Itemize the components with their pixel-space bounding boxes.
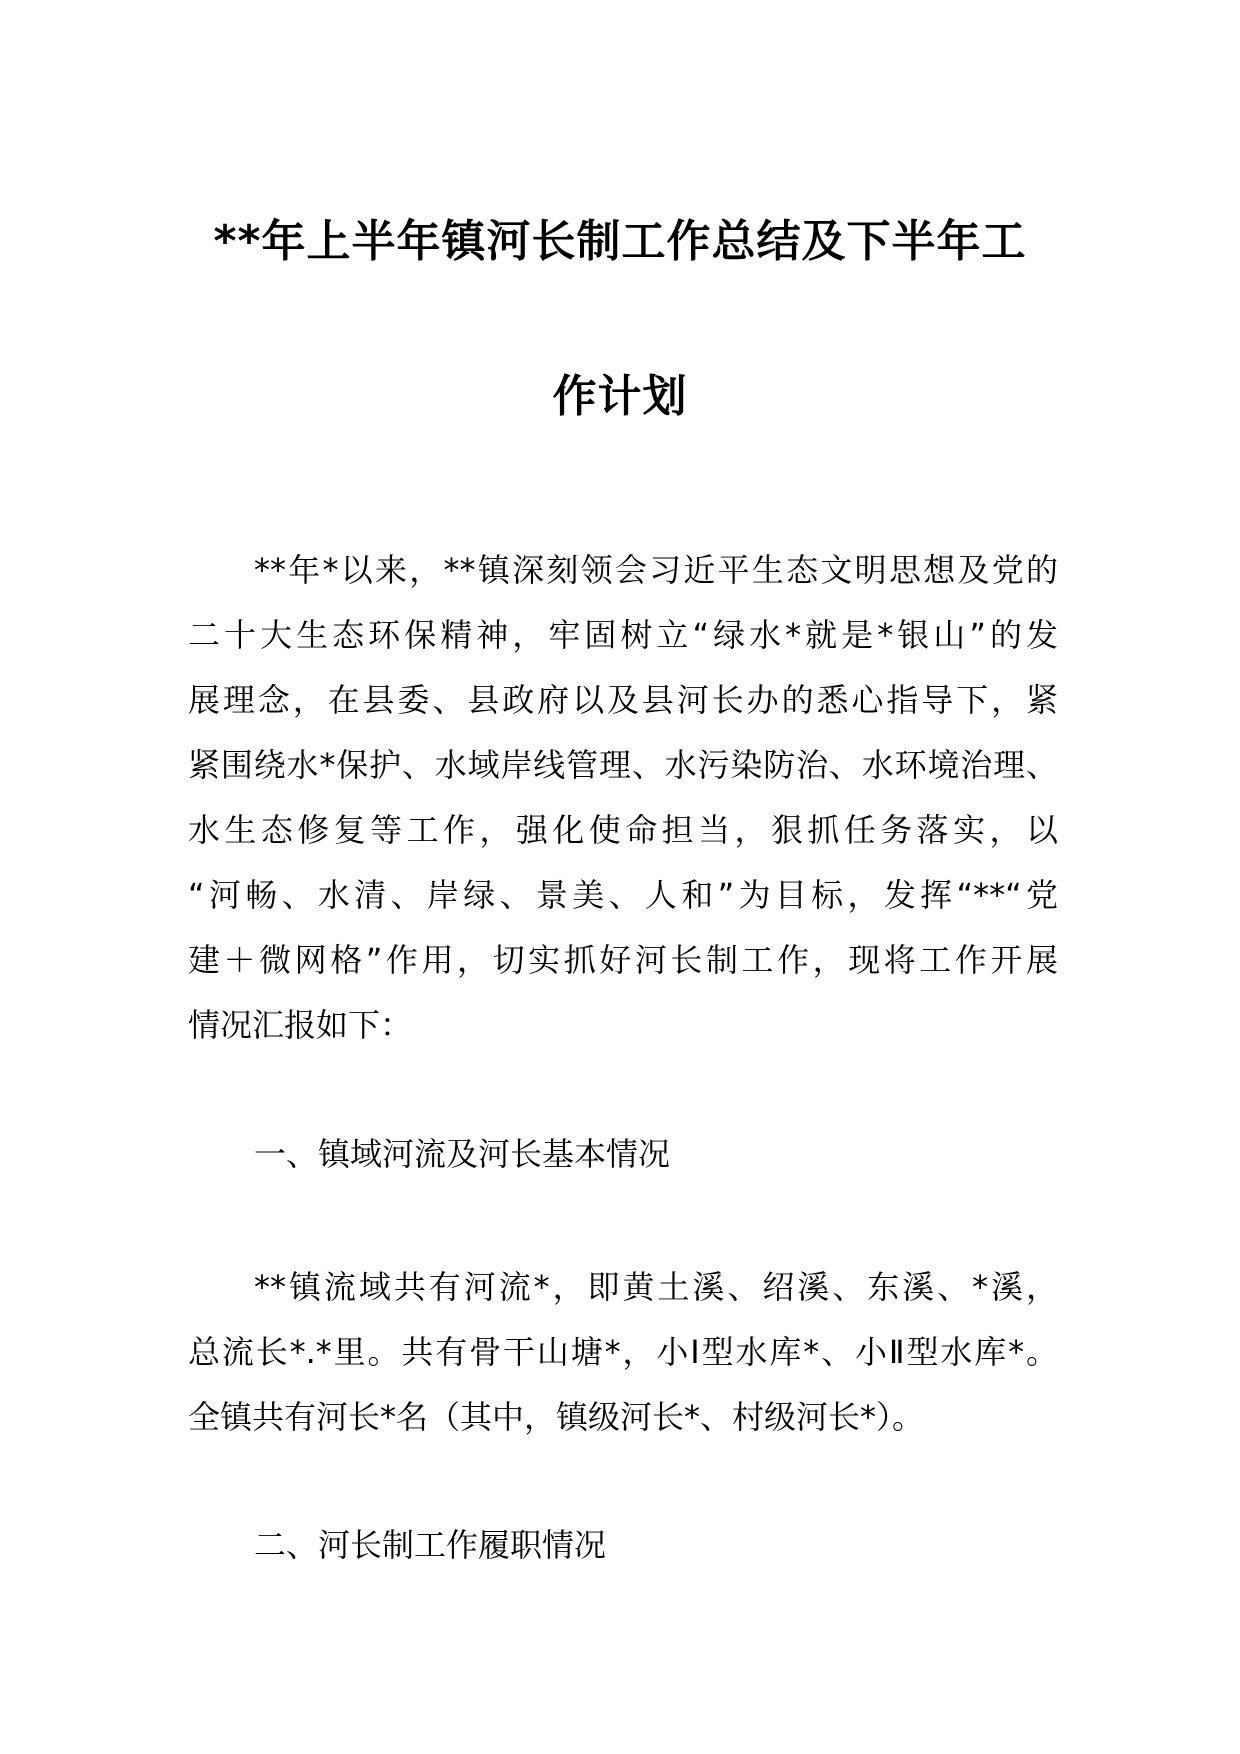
paragraph-line: 全镇共有河长*名（其中，镇级河长*、村级河长*）。: [188, 1398, 925, 1436]
section-heading-1: 一、镇域河流及河长基本情况: [254, 1135, 671, 1173]
paragraph-line: 水生态修复等工作，强化使命担当，狠抓任务落实，以: [188, 811, 1058, 849]
paragraph-line: **镇流域共有河流*，即黄土溪、绍溪、东溪、*溪，: [254, 1268, 1058, 1306]
intro-paragraph: [188, 538, 1058, 1058]
paragraph-line: 总流长*.*里。共有骨干山塘*，小Ⅰ型水库*、小Ⅱ型水库*。: [188, 1333, 1058, 1371]
paragraph-line: 二十大生态环保精神，牢固树立“绿水*就是*银山”的发: [188, 616, 1058, 654]
paragraph-line: “河畅、水清、岸绿、景美、人和”为目标，发挥“**“党: [188, 876, 1058, 914]
paragraph-line: 建＋微网格”作用，切实抓好河长制工作，现将工作开展: [188, 941, 1058, 979]
section-1-paragraph: [188, 1255, 1058, 1450]
section-heading-2: 二、河长制工作履职情况: [254, 1526, 607, 1564]
paragraph-line: 展理念，在县委、县政府以及县河长办的悉心指导下，紧: [188, 681, 1058, 719]
document-title-line-1: **年上半年镇河长制工作总结及下半年工: [213, 216, 1027, 267]
document-title-line-2: 作计划: [552, 371, 688, 422]
paragraph-line: 紧围绕水*保护、水域岸线管理、水污染防治、水环境治理、: [188, 746, 1058, 784]
paragraph-line: 情况汇报如下：: [188, 1006, 413, 1044]
paragraph-line: **年*以来，**镇深刻领会习近平生态文明思想及党的: [254, 551, 1058, 589]
